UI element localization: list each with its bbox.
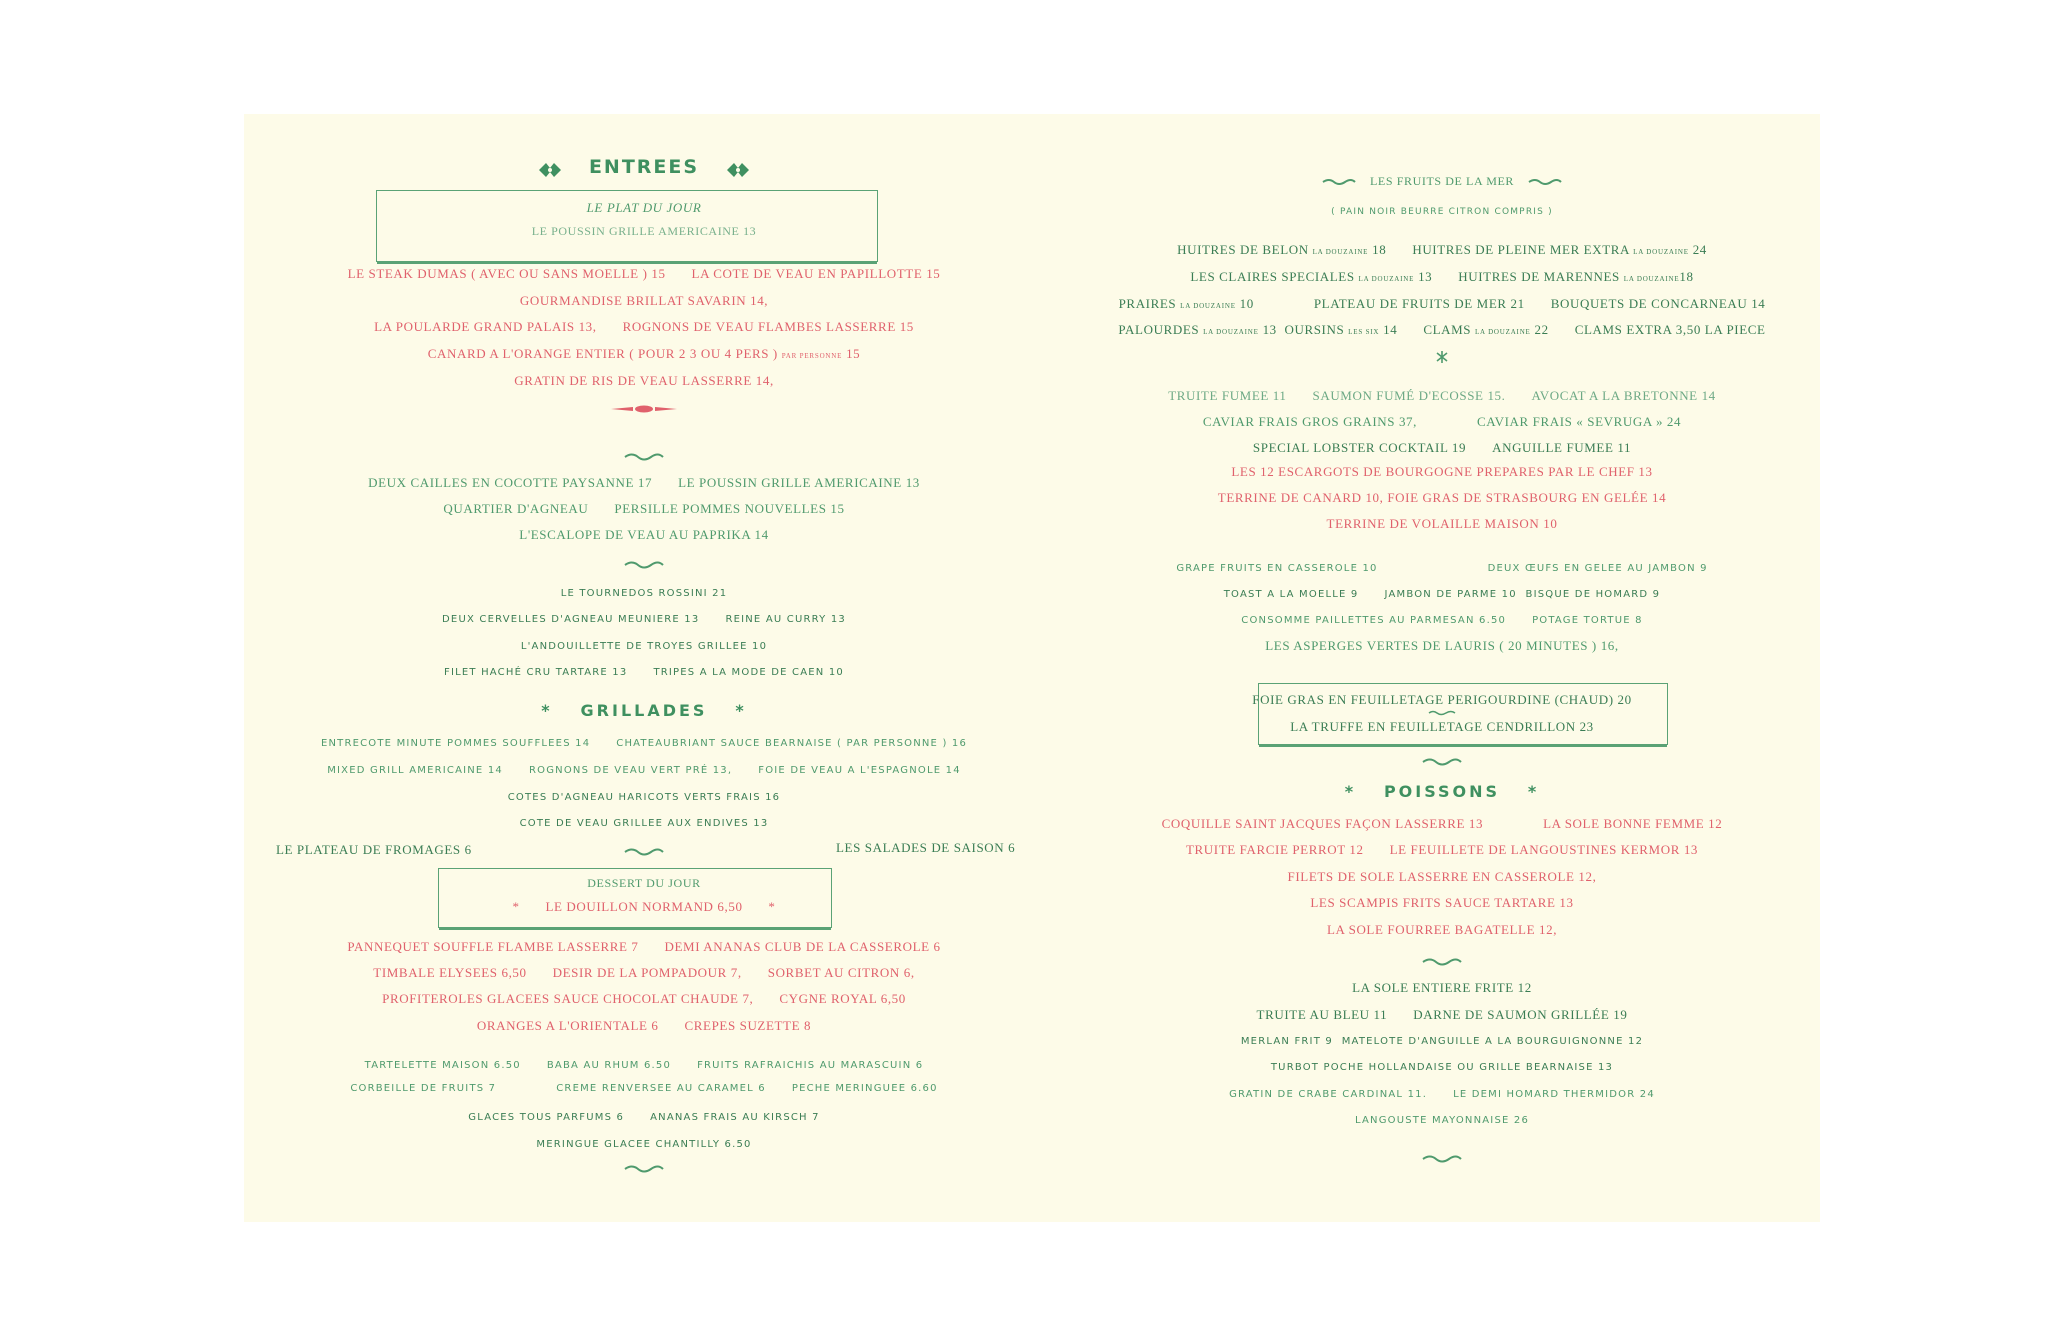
menu-item: LA POULARDE GRAND PALAIS 13, (374, 319, 597, 334)
desserts-red-line-4 (244, 1018, 1044, 1034)
menu-item: DESIR DE LA POMPADOUR 7, (552, 965, 742, 980)
menu-item: HUITRES DE BELON (1177, 242, 1309, 257)
dessert-du-jour-label: DESSERT DU JOUR (587, 876, 701, 890)
menu-item: LES ASPERGES VERTES DE LAURIS ( 20 MINUTES ) 16, (1265, 638, 1619, 653)
grillades-heading (244, 701, 1044, 720)
menu-sheet (244, 114, 1820, 1222)
entrees-heading (244, 156, 1044, 179)
per-dozen-note: LA DOUZAINE (1312, 248, 1369, 256)
poissons-title: POISSONS (1383, 782, 1501, 801)
menu-item: QUARTIER D'AGNEAU (443, 501, 589, 516)
menu-item: CHATEAUBRIANT SAUCE BEARNAISE ( PAR PERSONNE ) 16 (616, 738, 968, 749)
menu-item: LA SOLE ENTIERE FRITE 12 (1352, 980, 1532, 995)
desserts-red-line-2 (244, 965, 1044, 981)
menu-item: CAVIAR FRAIS « SEVRUGA » 24 (1477, 414, 1682, 429)
entrees-sans-line-2 (244, 614, 1044, 625)
grillades-title: GRILLADES (580, 701, 708, 720)
menu-item: COTES D'AGNEAU HARICOTS VERTS FRAIS 16 (507, 792, 781, 803)
menu-item: BOUQUETS DE CONCARNEAU 14 (1550, 296, 1766, 311)
menu-item: HUITRES DE PLEINE MER EXTRA (1412, 242, 1630, 257)
plat-du-jour-dish: LE POUSSIN GRILLE AMERICAINE 13 (531, 224, 757, 238)
price: 13 (1262, 322, 1277, 337)
menu-item: TERRINE DE CANARD 10, FOIE GRAS DE STRASBOURG EN GELÉE 14 (1217, 490, 1667, 505)
per-dozen-note: LA DOUZAINE (1203, 328, 1259, 336)
entrees-green-line-2 (244, 501, 1044, 517)
menu-item: HUITRES DE MARENNES (1458, 269, 1620, 284)
price: 18 (1372, 242, 1387, 257)
price: 10 (1239, 296, 1254, 311)
green-flourish-icon (1322, 178, 1356, 186)
menu-item: TRUITE FARCIE PERROT 12 (1185, 842, 1364, 857)
price: 15 (846, 346, 861, 361)
entrees-title: ENTREES (588, 156, 700, 178)
green-flourish-icon (624, 452, 664, 462)
menu-item: ROGNONS DE VEAU VERT PRÉ 13, (528, 765, 733, 776)
menu-item: DEUX CERVELLES D'AGNEAU MEUNIERE 13 (442, 614, 700, 625)
menu-item: DARNE DE SAUMON GRILLÉE 19 (1413, 1007, 1628, 1022)
menu-item: FRUITS RAFRAICHIS AU MARASCUIN 6 (697, 1060, 924, 1071)
menu-item: LA TRUFFE EN FEUILLETAGE CENDRILLON 23 (1290, 719, 1594, 734)
star-icon: * (541, 701, 553, 720)
green-flourish-icon (1422, 1154, 1462, 1164)
menu-item: FOIE GRAS EN FEUILLETAGE PERIGOURDINE (CHAUD) 20 (1252, 692, 1632, 707)
menu-item: LES 12 ESCARGOTS DE BOURGOGNE PREPARES PAR LE CHEF 13 (1231, 464, 1653, 479)
menu-item: ANANAS FRAIS AU KIRSCH 7 (650, 1112, 820, 1123)
menu-item: TRIPES A LA MODE DE CAEN 10 (653, 667, 844, 678)
menu-item: ORANGES A L'ORIENTALE 6 (476, 1018, 659, 1033)
menu-item: PROFITEROLES GLACEES SAUCE CHOCOLAT CHAUDE 7, (382, 991, 754, 1006)
fruits-line-4 (1064, 322, 1820, 338)
per-dozen-note: LA DOUZAINE (1180, 302, 1236, 310)
poissons-sans-line-1 (1064, 1036, 1820, 1047)
per-six-note: LES SIX (1348, 328, 1380, 336)
fruits-line-2 (1064, 269, 1820, 285)
green-flourish-icon (1422, 957, 1462, 967)
hors-doeuvre-line-1 (1064, 388, 1820, 404)
menu-item: COQUILLE SAINT JACQUES FAÇON LASSERRE 13 (1161, 816, 1484, 831)
green-flourish-icon (624, 847, 664, 857)
menu-item: LES CLAIRES SPECIALES (1190, 269, 1355, 284)
per-dozen-note: LA DOUZAINE (1623, 275, 1680, 283)
star-icon: * (768, 899, 776, 914)
menu-item: MIXED GRILL AMERICAINE 14 (327, 765, 503, 776)
green-flourish-icon (624, 1164, 664, 1174)
star-icon: * (735, 701, 747, 720)
fruits-de-mer-title: LES FRUITS DE LA MER (1369, 174, 1514, 188)
per-person-note: PAR PERSONNE (781, 352, 843, 360)
menu-item: TERRINE DE VOLAILLE MAISON 10 (1326, 516, 1558, 531)
desserts-sans-line-3 (244, 1112, 1044, 1123)
menu-item: GOURMANDISE BRILLAT SAVARIN 14, (519, 293, 769, 308)
entrees-red-line-1 (244, 266, 1044, 282)
entrees-red-line-4 (244, 346, 1044, 362)
plateau-fromages: LE PLATEAU DE FROMAGES 6 (276, 842, 472, 857)
hors-doeuvre-line-3 (1064, 440, 1820, 456)
menu-item: LA SOLE FOURREE BAGATELLE 12, (1326, 922, 1558, 937)
menu-item: PRAIRES (1118, 296, 1177, 311)
salades: LES SALADES DE SAISON 6 (836, 840, 1016, 855)
menu-item: LANGOUSTE MAYONNAISE 26 (1354, 1115, 1530, 1126)
menu-item: LA SOLE BONNE FEMME 12 (1543, 816, 1723, 831)
menu-item: GLACES TOUS PARFUMS 6 (468, 1112, 625, 1123)
price: 22 (1534, 322, 1549, 337)
menu-item: TURBOT POCHE HOLLANDAISE OU GRILLE BEARNAISE 13 (1270, 1062, 1614, 1073)
star-icon: * (512, 899, 520, 914)
menu-item: SAUMON FUMÉ D'ECOSSE 15. (1312, 388, 1506, 403)
desserts-sans-line-2 (244, 1083, 1044, 1094)
menu-item: ANGUILLE FUMEE 11 (1492, 440, 1632, 455)
menu-item: TOAST A LA MOELLE 9 (1223, 589, 1359, 600)
right-page (1064, 114, 1820, 1222)
menu-item: GRAPE FRUITS EN CASSEROLE 10 (1176, 563, 1378, 574)
entrees-red-line-3 (244, 319, 1044, 335)
per-dozen-note: LA DOUZAINE (1633, 248, 1689, 256)
poissons-green-line-2 (1064, 1007, 1820, 1023)
fruits-de-mer-heading (1064, 174, 1820, 189)
star-icon: * (1344, 782, 1357, 801)
fruits-line-1 (1064, 242, 1820, 258)
menu-item: MATELOTE D'ANGUILLE A LA BOURGUIGNONNE 12 (1341, 1036, 1644, 1047)
poissons-sans-line-3 (1064, 1089, 1820, 1100)
menu-item: CLAMS EXTRA 3,50 LA PIECE (1574, 322, 1766, 337)
fruits-line-3 (1064, 296, 1820, 312)
dessert-du-jour-line (244, 899, 1044, 915)
menu-item: GRATIN DE RIS DE VEAU LASSERRE 14, (514, 373, 774, 388)
entrees-sans-line-4 (244, 667, 1044, 678)
menu-item: TRUITE AU BLEU 11 (1256, 1007, 1388, 1022)
leaf-ornament-icon (537, 161, 563, 179)
menu-item: CLAMS (1423, 322, 1472, 337)
red-flourish-icon (611, 405, 677, 413)
menu-item: LE POUSSIN GRILLE AMERICAINE 13 (678, 475, 920, 490)
menu-item: FOIE DE VEAU A L'ESPAGNOLE 14 (758, 765, 961, 776)
menu-item: REINE AU CURRY 13 (725, 614, 846, 625)
green-flourish-icon (1422, 757, 1462, 767)
menu-item: LE STEAK DUMAS ( AVEC OU SANS MOELLE ) 15 (347, 266, 666, 281)
per-dozen-note: LA DOUZAINE (1474, 328, 1531, 336)
menu-item: CREME RENVERSEE AU CARAMEL 6 (556, 1083, 766, 1094)
fruits-de-mer-note: ( PAIN NOIR BEURRE CITRON COMPRIS ) (1331, 207, 1553, 217)
plat-du-jour-label: LE PLAT DU JOUR (586, 200, 702, 215)
menu-item: CAVIAR FRAIS GROS GRAINS 37, (1202, 414, 1417, 429)
menu-item: DEUX CAILLES EN COCOTTE PAYSANNE 17 (368, 475, 653, 490)
entrees-green-line-1 (244, 475, 1044, 491)
dessert-du-jour-dish: LE DOUILLON NORMAND 6,50 (545, 899, 743, 914)
menu-item: MERLAN FRIT 9 (1240, 1036, 1333, 1047)
menu-item: TRUITE FUMEE 11 (1168, 388, 1287, 403)
menu-item: FILETS DE SOLE LASSERRE EN CASSEROLE 12, (1287, 869, 1597, 884)
price: 14 (1383, 322, 1398, 337)
menu-item: FILET HACHÉ CRU TARTARE 13 (444, 667, 628, 678)
menu-item: LE FEUILLETE DE LANGOUSTINES KERMOR 13 (1389, 842, 1699, 857)
grillades-line-2 (244, 765, 1044, 776)
menu-item: OURSINS (1284, 322, 1345, 337)
potages-line-2 (1064, 589, 1820, 600)
leaf-ornament-icon (725, 161, 751, 179)
green-flourish-icon (624, 560, 664, 570)
menu-item: JAMBON DE PARME 10 (1384, 589, 1517, 600)
menu-item: SORBET AU CITRON 6, (767, 965, 915, 980)
poissons-red-line-2 (1064, 842, 1820, 858)
desserts-red-line-1 (244, 939, 1044, 955)
menu-item: PECHE MERINGUEE 6.60 (791, 1083, 938, 1094)
per-dozen-note: LA DOUZAINE (1358, 275, 1415, 283)
price: 18 (1679, 269, 1694, 284)
potages-line-1 (1064, 563, 1820, 574)
menu-item: L'ANDOUILLETTE DE TROYES GRILLEE 10 (520, 641, 768, 652)
menu-item: CANARD A L'ORANGE ENTIER ( POUR 2 3 OU 4 PERS ) (427, 346, 778, 361)
menu-item: ENTRECOTE MINUTE POMMES SOUFFLEES 14 (320, 738, 591, 749)
green-flourish-icon (1428, 710, 1456, 716)
menu-item: BISQUE DE HOMARD 9 (1525, 589, 1661, 600)
price: 24 (1692, 242, 1707, 257)
menu-item: TARTELETTE MAISON 6.50 (364, 1060, 521, 1071)
potages-line-3 (1064, 615, 1820, 626)
menu-item: LE DEMI HOMARD THERMIDOR 24 (1453, 1089, 1655, 1100)
grillades-line-1 (244, 738, 1044, 749)
fish-ornament-icon (1435, 350, 1449, 364)
menu-item: LES SCAMPIS FRITS SAUCE TARTARE 13 (1310, 895, 1574, 910)
menu-item: CORBEILLE DE FRUITS 7 (350, 1083, 497, 1094)
menu-item: CREPES SUZETTE 8 (684, 1018, 812, 1033)
menu-item: PANNEQUET SOUFFLE FLAMBE LASSERRE 7 (347, 939, 639, 954)
desserts-sans-line-1 (244, 1060, 1044, 1071)
hors-doeuvre-line-2 (1064, 414, 1820, 430)
menu-item: AVOCAT A LA BRETONNE 14 (1531, 388, 1716, 403)
menu-item: PERSILLE POMMES NOUVELLES 15 (614, 501, 845, 516)
menu-item: CYGNE ROYAL 6,50 (779, 991, 906, 1006)
poissons-heading (1064, 782, 1820, 801)
desserts-red-line-3 (244, 991, 1044, 1007)
menu-item: SPECIAL LOBSTER COCKTAIL 19 (1252, 440, 1467, 455)
menu-item: L'ESCALOPE DE VEAU AU PAPRIKA 14 (519, 527, 769, 542)
menu-item: LE TOURNEDOS ROSSINI 21 (560, 588, 728, 599)
star-icon: * (1527, 782, 1540, 801)
price: 13 (1418, 269, 1433, 284)
left-page (244, 114, 1044, 1222)
menu-item: POTAGE TORTUE 8 (1532, 615, 1643, 626)
menu-item: ROGNONS DE VEAU FLAMBES LASSERRE 15 (622, 319, 914, 334)
menu-item: PLATEAU DE FRUITS DE MER 21 (1313, 296, 1525, 311)
menu-item: PALOURDES (1118, 322, 1200, 337)
menu-item: LA COTE DE VEAU EN PAPILLOTTE 15 (691, 266, 941, 281)
poissons-red-line-1 (1064, 816, 1820, 832)
menu-item: CONSOMME PAILLETTES AU PARMESAN 6.50 (1241, 615, 1507, 626)
menu-item: TIMBALE ELYSEES 6,50 (373, 965, 527, 980)
menu-item: MERINGUE GLACEE CHANTILLY 6.50 (536, 1139, 752, 1150)
menu-item: GRATIN DE CRABE CARDINAL 11. (1229, 1089, 1428, 1100)
menu-item: DEUX ŒUFS EN GELEE AU JAMBON 9 (1487, 563, 1708, 574)
green-flourish-icon (1528, 178, 1562, 186)
menu-item: DEMI ANANAS CLUB DE LA CASSEROLE 6 (664, 939, 941, 954)
menu-item: BABA AU RHUM 6.50 (546, 1060, 672, 1071)
menu-item: COTE DE VEAU GRILLEE AUX ENDIVES 13 (519, 818, 769, 829)
